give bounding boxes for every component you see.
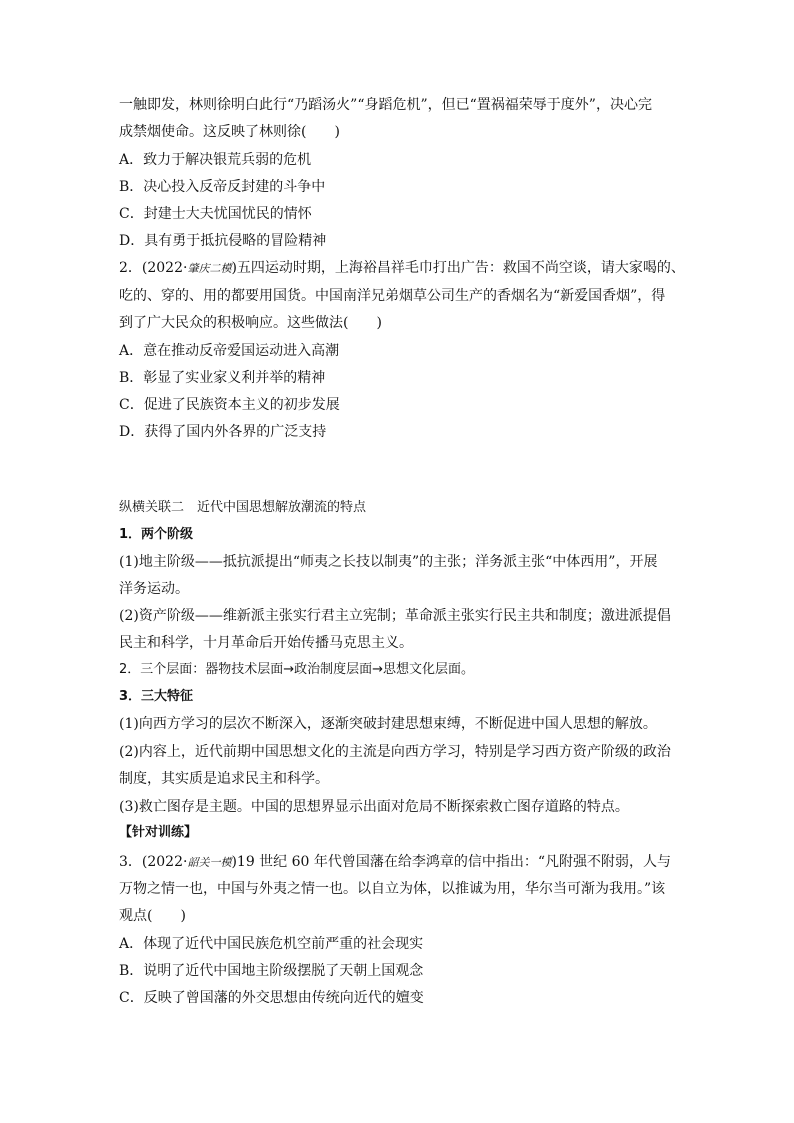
q3-prefix: 3．(2022·: [119, 854, 188, 870]
q2-stem-line-2: 吃的、穿的、用的都要用国货。中国南洋兄弟烟草公司生产的香烟名为“新爱国香烟”，得: [119, 288, 666, 304]
feature-2-line-2: 制度，其实质是追求民主和科学。: [119, 771, 329, 787]
q2-option-d: D．获得了国内外各界的广泛支持: [119, 424, 327, 440]
q3-stem-line-3: 观点( ): [119, 908, 186, 924]
bourgeois-class-line-1: (2)资产阶级——维新派主张实行君主立宪制；革命派主张实行民主共和制度；激进派提倡: [119, 608, 671, 624]
q3-option-c: C．反映了曾国藩的外交思想由传统向近代的嬗变: [119, 990, 424, 1006]
feature-1: (1)向西方学习的层次不断深入，逐渐突破封建思想束缚，不断促进中国人思想的解放。: [119, 716, 657, 732]
section-title: 纵横关联二 近代中国思想解放潮流的特点: [119, 500, 367, 515]
q2-prefix: 2．(2022·: [119, 260, 188, 276]
q3-option-b: B．说明了近代中国地主阶级摆脱了天朝上国观念: [119, 963, 424, 979]
heading-three-features: 3．三大特征: [119, 689, 194, 704]
q1-option-c: C．封建士大夫忧国忧民的情怀: [119, 206, 312, 222]
training-heading: 【针对训练】: [119, 825, 198, 840]
q2-stem-rest: )五四运动时期，上海裕昌祥毛巾打出广告：救国不尚空谈，请大家喝的、: [231, 260, 685, 276]
q1-option-b: B．决心投入反帝反封建的斗争中: [119, 179, 326, 195]
feature-2-line-1: (2)内容上，近代前期中国思想文化的主流是向西方学习，特别是学习西方资产阶级的政治: [119, 744, 671, 760]
q2-source: 肇庆二模: [187, 262, 232, 275]
q1-stem-line-2: 成禁烟使命。这反映了林则徐( ): [119, 124, 340, 140]
landlord-class-line-1: (1)地主阶级——抵抗派提出“师夷之长技以制夷”的主张；洋务派主张“中体西用”，开展: [119, 554, 658, 570]
heading-three-levels: 2．三个层面：器物技术层面→政治制度层面→思想文化层面。: [119, 662, 475, 677]
q3-option-a: A．体现了近代中国民族危机空前严重的社会现实: [119, 936, 424, 952]
heading-two-classes: 1．两个阶级: [119, 527, 194, 542]
q1-option-d: D．具有勇于抵抗侵略的冒险精神: [119, 233, 327, 249]
q3-source: 韶关一模: [187, 856, 232, 869]
q1-stem-line-1: 一触即发，林则徐明白此行“乃蹈汤火”“身蹈危机”，但已“置祸福荣辱于度外”，决心完: [119, 97, 652, 113]
q3-stem-rest: )19 世纪 60 年代曾国藩在给李鸿章的信中指出：“凡附强不附弱，人与: [231, 854, 672, 870]
q2-option-b: B．彰显了实业家义利并举的精神: [119, 370, 326, 386]
q2-stem-line-1: [119, 258, 685, 278]
q2-option-c: C．促进了民族资本主义的初步发展: [119, 397, 340, 413]
bourgeois-class-line-2: 民主和科学，十月革命后开始传播马克思主义。: [119, 635, 413, 651]
q3-stem-line-2: 万物之情一也，中国与外夷之情一也。以自立为体，以推诚为用，华尔当可渐为我用。”该: [119, 881, 666, 897]
q2-option-a: A．意在推动反帝爱国运动进入高潮: [119, 343, 340, 359]
landlord-class-line-2: 洋务运动。: [119, 581, 189, 597]
q1-option-a: A．致力于解决银荒兵弱的危机: [119, 152, 312, 168]
q2-stem-line-3: 到了广大民众的积极响应。这些做法( ): [119, 315, 382, 331]
feature-3: (3)救亡图存是主题。中国的思想界显示出面对危局不断探索救亡图存道路的特点。: [119, 799, 629, 815]
q3-stem-line-1: [119, 852, 679, 872]
